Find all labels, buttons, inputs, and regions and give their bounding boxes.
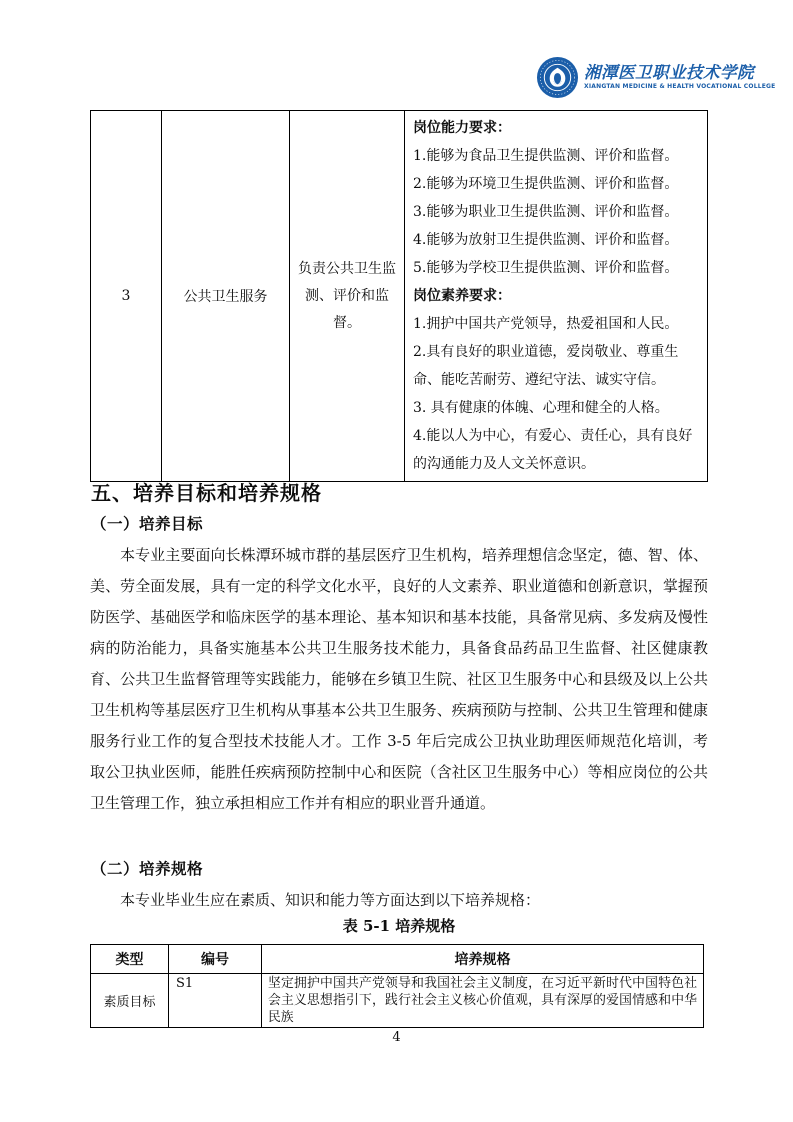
- job-requirements-cell: [405, 111, 708, 482]
- job-duty: 负责公共卫生监测、评价和监督。: [290, 111, 405, 482]
- college-emblem-icon: [536, 56, 579, 99]
- training-spec-table: [90, 944, 704, 1028]
- section-title: 五、培养目标和培养规格: [91, 481, 322, 505]
- page-number: 4: [392, 1030, 401, 1045]
- spec-category: 素质目标: [91, 974, 169, 1028]
- college-logo: [536, 56, 775, 99]
- college-name-en: XIANGTAN MEDICINE & HEALTH VOCATIONAL COLLEGE: [584, 83, 776, 91]
- table-header-row: [91, 945, 704, 974]
- header-type: 类型: [91, 945, 169, 974]
- table-row: [91, 111, 708, 482]
- college-name-cn: 湘潭医卫职业技术学院: [584, 62, 754, 82]
- spec-table-caption: 表 5-1 培养规格: [342, 917, 456, 935]
- ability-item: 1.能够为食品卫生提供监测、评价和监督。: [413, 148, 679, 164]
- quality-item: 2.具有良好的职业道德，爱岗敬业、尊重生命、能吃苦耐劳、遵纪守法、诚实守信。: [413, 344, 679, 388]
- job-positions-table: [90, 110, 708, 482]
- job-position-name: 公共卫生服务: [162, 111, 290, 482]
- ability-item: 2.能够为环境卫生提供监测、评价和监督。: [413, 176, 679, 192]
- goal-heading: （一）培养目标: [91, 515, 204, 533]
- table-row: [91, 974, 704, 1028]
- spec-content: 坚定拥护中国共产党领导和我国社会主义制度，在习近平新时代中国特色社会主义思想指引下，践行社会主义核心价值观，具有深厚的爱国情感和中华民族: [262, 974, 704, 1028]
- goal-paragraph: 本专业主要面向长株潭环城市群的基层医疗卫生机构，培养理想信念坚定，德、智、体、美、劳全面发展，具有一定的科学文化水平，良好的人文素养、职业道德和创新意识，掌握预防医学、基础医学和临床医学的基本理论、基本知识和基本技能，具备常见病、多发病及慢性病的防治能力，具备实施基本公共卫生服务技术能力，具备食品药品卫生监督、社区健康教育、公共卫生监督管理等实践能力，能够在乡镇卫生院、社区卫生服务中心和县级及以上公共卫生机构等基层医疗卫生机构从事基本公共卫生服务、疾病预防与控制、公共卫生管理和健康服务行业工作的复合型技术技能人才。工作 3-5 年后完成公卫执业助理医师规范化培训，考取公卫执业医师，能胜任疾病预防控制中心和医院（含社区卫生服务中心）等相应岗位的公共卫生管理工作，独立承担相应工作并有相应的职业晋升通道。: [90, 546, 708, 812]
- quality-item: 3. 具有健康的体魄、心理和健全的人格。: [413, 400, 669, 416]
- quality-item: 4.能以人为中心，有爱心、责任心，具有良好的沟通能力及人文关怀意识。: [413, 428, 693, 472]
- spec-intro: 本专业毕业生应在素质、知识和能力等方面达到以下培养规格：: [120, 891, 541, 909]
- spec-code: S1: [169, 974, 262, 1028]
- header-spec: 培养规格: [262, 945, 704, 974]
- ability-heading: 岗位能力要求：: [413, 120, 511, 136]
- quality-item: 1.拥护中国共产党领导，热爱祖国和人民。: [413, 316, 679, 332]
- ability-item: 5.能够为学校卫生提供监测、评价和监督。: [413, 260, 679, 276]
- quality-heading: 岗位素养要求：: [413, 288, 511, 304]
- job-row-number: 3: [91, 111, 162, 482]
- ability-item: 4.能够为放射卫生提供监测、评价和监督。: [413, 232, 679, 248]
- spec-heading: （二）培养规格: [91, 860, 204, 878]
- header-code: 编号: [169, 945, 262, 974]
- ability-item: 3.能够为职业卫生提供监测、评价和监督。: [413, 204, 679, 220]
